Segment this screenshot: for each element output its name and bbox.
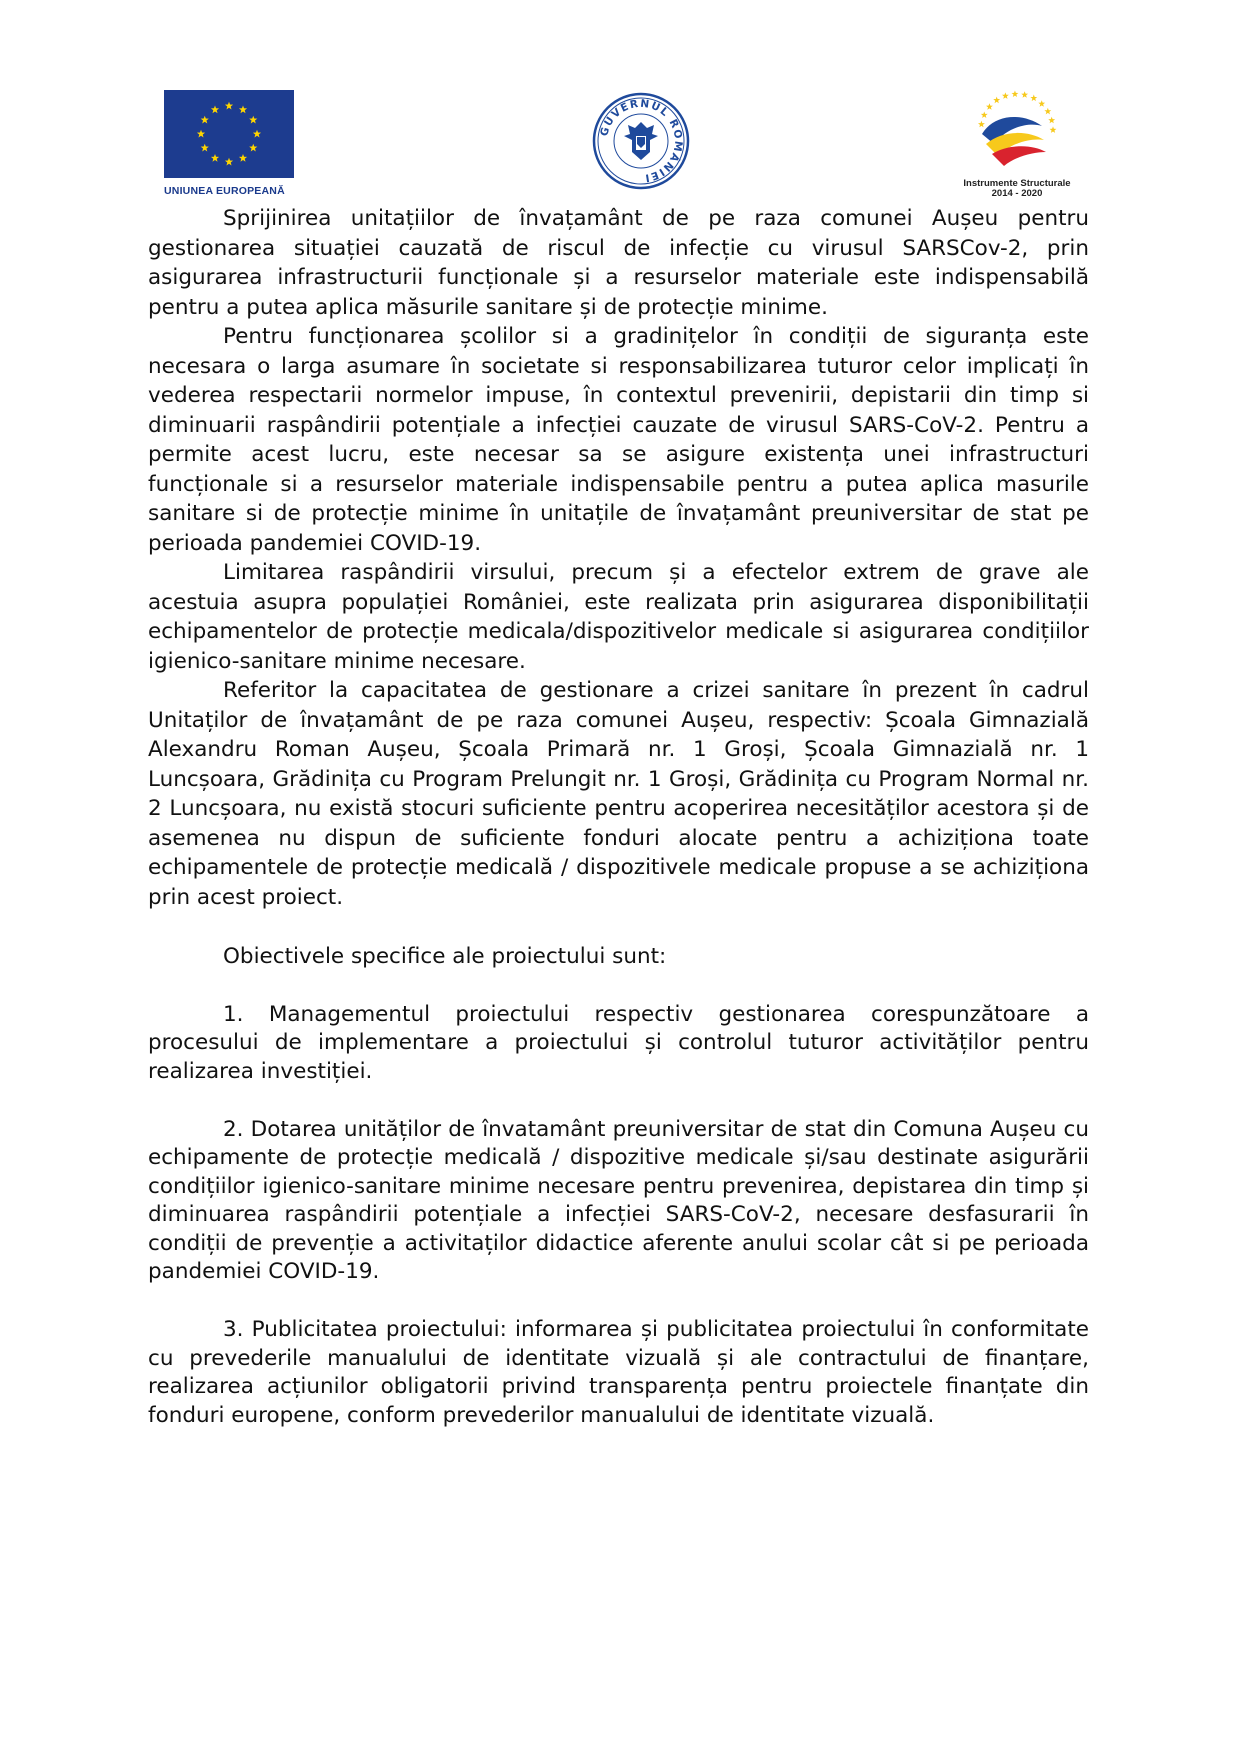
is-star: [1002, 92, 1009, 99]
eu-flag-icon: [164, 90, 294, 178]
is-star: [1021, 91, 1028, 98]
is-star: [1048, 117, 1055, 124]
objectives-heading: Obiectivele specifice ale proiectului sunt:: [223, 943, 667, 969]
is-caption-title: Instrumente Structurale: [963, 178, 1071, 189]
eu-logo: [164, 90, 294, 197]
paragraph-1: Sprijinirea unitațiilor de învațamânt de pe raza comunei Aușeu pentru gestionarea situației cauzată de riscul de infecție cu virusul SARSCov-2, prin asigurarea infrastructurii funcționale și a resurselor materiale este indispensabilă pentru a putea aplica măsurile sanitare și de protecție minime.: [148, 206, 1089, 320]
is-star: [981, 111, 988, 118]
is-star: [1038, 100, 1045, 107]
paragraph-4: Referitor la capacitatea de gestionare a crizei sanitare în prezent în cadrul Unitaților de învațamânt de pe raza comunei Aușeu, respectiv: Școala Gimnazială Alexandru Roman Aușeu, Școala Primară nr. 1 Groși, Școala Gimnazială nr. 1 Luncșoara, Grădinița cu Program Prelungit nr. 1 Groși, Grădinița cu Program Normal nr. 2 Luncșoara, nu există stocuri suficiente pentru acoperirea necesităților acestora și de asemenea nu dispun de suficiente fonduri alocate pentru a achiziționa toate echipamentele de protecție medicală / dispozitivele medicale propuse a se achiziționa prin acest proiect.: [148, 678, 1089, 910]
is-star: [1044, 108, 1051, 115]
is-star: [1012, 90, 1019, 97]
instrumente-structurale-logo: [955, 86, 1079, 199]
is-star: [1050, 126, 1057, 133]
paragraph-3: Limitarea raspândirii virsului, precum și a efectelor extrem de grave ale acestuia asupra populației României, este realizata prin asigurarea disponibilitații echipamentelor de protecție medicala/dispozitivelor medicale si asigurarea condițiilor igienico-sanitare minime necesare.: [148, 560, 1089, 674]
objective-1: 1. Managementul proiectului respectiv gestionarea corespunzătoare a procesului de implementare a proiectului și controlul tuturor activităților pentru realizarea investiției.: [148, 1001, 1089, 1084]
is-star: [1030, 95, 1037, 102]
header-logos: [0, 0, 1241, 200]
is-star: [986, 103, 993, 110]
is-caption-period: 2014 - 2020: [991, 188, 1043, 199]
document-body: [148, 204, 1089, 1430]
structural-instruments-icon: [972, 86, 1062, 174]
objective-2: 2. Dotarea unităților de învatamânt preuniversitar de stat din Comuna Aușeu cu echipamente de protecție medicală / dispozitive medicale și/sau destinate asigurării condițiilor igienico-sanitare minime necesare pentru prevenirea, depistarea din timp și diminuarea raspândirii potențiale a infecției SARS-CoV-2, necesare desfasurarii în condiții de prevenție a activitaților didactice aferente anului scolar cât si pe perioada pandemiei COVID-19.: [148, 1116, 1089, 1284]
paragraph-2: Pentru funcționarea școlilor si a gradinițelor în condiții de siguranța este necesara o larga asumare în societate si responsabilizarea tuturor celor implicați în vederea respectarii normelor impuse, în contextul prevenirii, depistarii din timp si diminuarii raspândirii potențiale a infecției cauzate de virusul SARS-CoV-2. Pentru a permite acest lucru, este necesar sa se asigure existența unei infrastructuri funcționale si a resurselor materiale indispensabile pentru a putea aplica masurile sanitare si de protecție minime în unitațile de învațamânt preuniversitar de stat pe perioada pandemiei COVID-19.: [148, 324, 1089, 556]
is-star: [978, 121, 985, 128]
seal-text: GUVERNUL ROMÂNIEI: [598, 97, 685, 184]
objective-3: 3. Publicitatea proiectului: informarea și publicitatea proiectului în conformitate cu prevederile manualului de identitate vizuală și ale contractului de finanțare, realizarea acțiunilor obligatorii privind transparența pentru proiectele finanțate din fonduri europene, conform prevederilor manualului de identitate vizuală.: [148, 1317, 1089, 1428]
government-seal-icon: [592, 92, 690, 190]
government-seal: [592, 92, 690, 190]
eu-caption: UNIUNEA EUROPEANĂ: [164, 185, 285, 197]
is-caption: [955, 179, 1079, 199]
is-star: [993, 97, 1000, 104]
